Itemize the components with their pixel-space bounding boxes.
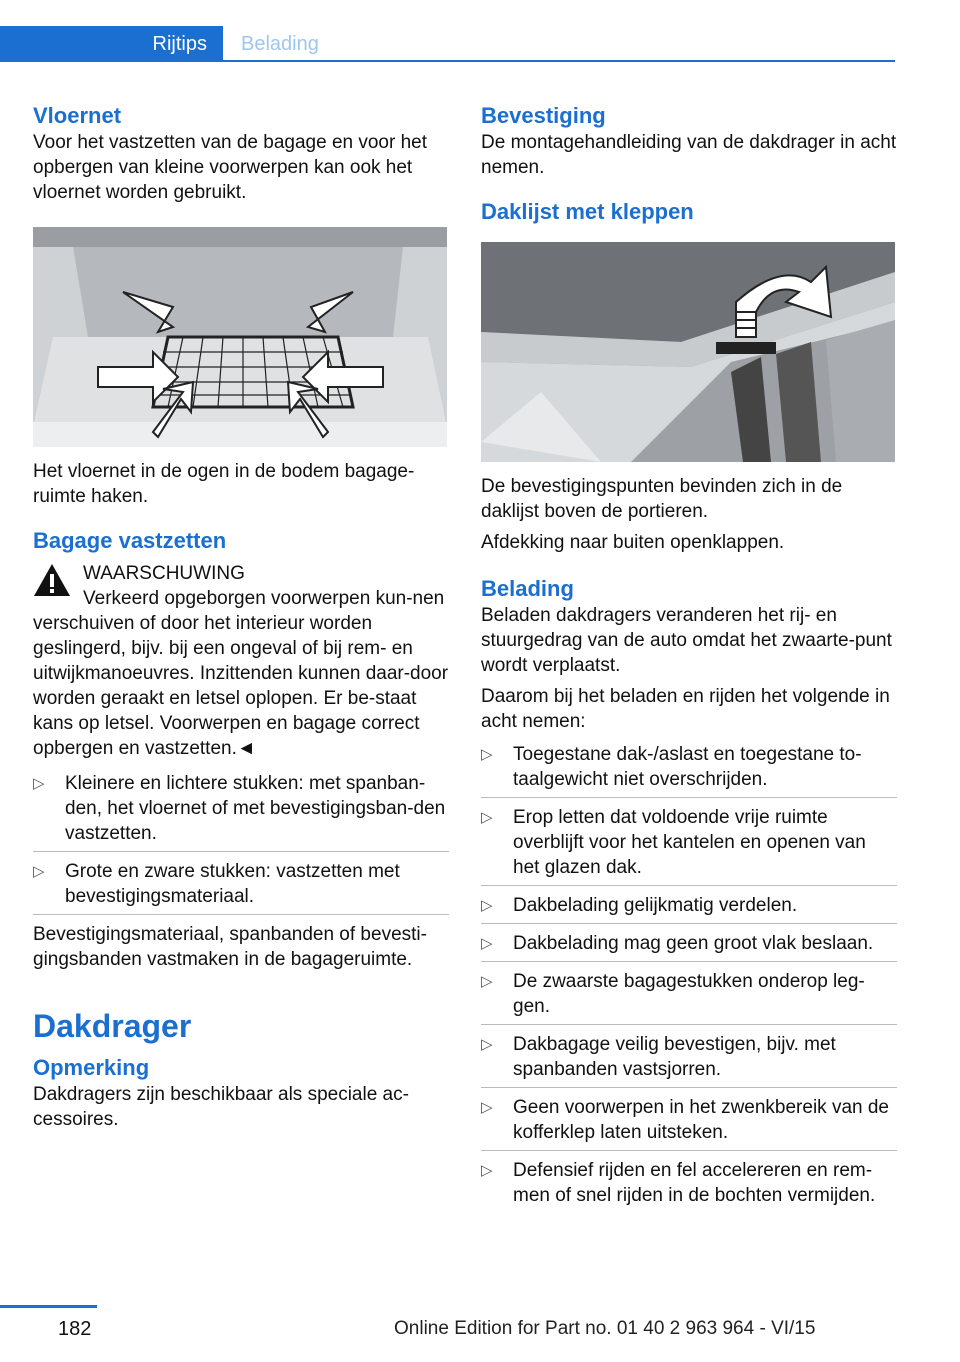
- bagage-list: [33, 771, 449, 915]
- page-header: [0, 26, 895, 62]
- right-column: [481, 102, 897, 1220]
- footer-rule: [0, 1305, 97, 1308]
- belading-heading: Belading: [481, 576, 574, 601]
- list-item: [481, 969, 897, 1025]
- edition-text: Online Edition for Part no. 01 40 2 963 964 - VI/15: [394, 1318, 816, 1339]
- triangle-bullet-icon: ▷: [481, 1036, 493, 1053]
- bevestiging-heading: Bevestiging: [481, 103, 606, 128]
- vloernet-intro: Voor het vastzetten van de bagage en voor het opbergen van kleine voorwerpen kan ook het vloernet worden gebruikt.: [33, 132, 428, 203]
- opmerking-text: Dakdragers zijn beschikbaar als speciale ac-cessoires.: [33, 1084, 409, 1130]
- list-item-text: Defensief rijden en fel accelereren en rem-men of snel rijden in de bochten vermijden.: [513, 1160, 876, 1206]
- list-item: [481, 742, 897, 798]
- header-rule: [0, 60, 895, 62]
- warning-text: Verkeerd opgeborgen voorwerpen kun-nen verschuiven of door het interieur worden geslingerd, bijv. bij een ongeval of bij rem- en uitwijkmanoeuvres. Inzittenden kunnen daar-door worden geraakt en letsel oplopen. Er be-staat kans op letsel. Voorwerpen en bagage correct opbergen en vastzetten.◄: [33, 588, 449, 759]
- opmerking-heading: Opmerking: [33, 1055, 150, 1080]
- bevestiging-text: De montagehandleiding van de dakdrager in acht nemen.: [481, 132, 897, 178]
- tab-belading[interactable]: [241, 26, 319, 62]
- warning-block: [33, 561, 449, 586]
- bagage-heading: Bagage vastzetten: [33, 528, 227, 553]
- list-item-text: De zwaarste bagagestukken onderop leg-gen.: [513, 971, 865, 1017]
- list-item-text: Dakbagage veilig bevestigen, bijv. met spanbanden vastsjorren.: [513, 1034, 836, 1080]
- list-item-text: Geen voorwerpen in het zwenkbereik van de kofferklep laten uitsteken.: [513, 1097, 890, 1143]
- daklijst-heading: Daklijst met kleppen: [481, 199, 694, 224]
- list-item-text: Kleinere en lichtere stukken: met spanban-den, het vloernet of met bevestigingsban-den vastzetten.: [65, 773, 446, 844]
- list-item: [481, 1095, 897, 1151]
- trunk-net-illustration: [33, 227, 447, 447]
- tab-belading-label: Belading: [241, 32, 319, 55]
- triangle-bullet-icon: ▷: [481, 746, 493, 763]
- list-item: [33, 771, 449, 852]
- left-column: [33, 102, 449, 1132]
- vloernet-heading: Vloernet: [33, 103, 122, 128]
- roof-rail-illustration: [481, 242, 895, 462]
- warning-triangle-icon: [33, 563, 71, 597]
- afdekking-text: Afdekking naar buiten openklappen.: [481, 532, 785, 553]
- triangle-bullet-icon: ▷: [481, 1162, 493, 1179]
- daarom-text: Daarom bij het beladen en rijden het volgende in acht nemen:: [481, 686, 890, 732]
- tab-rijtips-label: Rijtips: [152, 32, 207, 55]
- trunk-net-figure: [33, 227, 447, 447]
- list-item-text: Toegestane dak-/aslast en toegestane to-taalgewicht niet overschrijden.: [513, 744, 862, 790]
- after-list-text: Bevestigingsmateriaal, spanbanden of bevesti-gingsbanden vastmaken in de bagageruimte.: [33, 924, 427, 970]
- belading-list: [481, 742, 897, 1213]
- list-item: [33, 859, 449, 915]
- dakdrager-heading: Dakdrager: [33, 1008, 192, 1044]
- triangle-bullet-icon: ▷: [481, 973, 493, 990]
- list-item-text: Dakbelading gelijkmatig verdelen.: [513, 895, 798, 916]
- list-item-text: Dakbelading mag geen groot vlak beslaan.: [513, 933, 874, 954]
- belading-text: Beladen dakdragers veranderen het rij- en stuurgedrag van de auto omdat het zwaarte-punt wordt verplaatst.: [481, 605, 892, 676]
- list-item: [481, 805, 897, 886]
- list-item: [481, 1032, 897, 1088]
- page-number: 182: [58, 1318, 92, 1340]
- roof-rail-figure: [481, 242, 895, 462]
- tab-rijtips[interactable]: [0, 26, 223, 62]
- triangle-bullet-icon: ▷: [481, 935, 493, 952]
- triangle-bullet-icon: ▷: [481, 1099, 493, 1116]
- list-item: [481, 893, 897, 924]
- daklijst-caption: De bevestigingspunten bevinden zich in de daklijst boven de portieren.: [481, 476, 843, 522]
- triangle-bullet-icon: ▷: [481, 809, 493, 826]
- triangle-bullet-icon: ▷: [481, 897, 493, 914]
- warning-label: WAARSCHUWING: [83, 563, 245, 584]
- list-item: [481, 931, 897, 962]
- list-item-text: Grote en zware stukken: vastzetten met bevestigingsmateriaal.: [65, 861, 400, 907]
- vloernet-caption: Het vloernet in de ogen in de bodem bagage-ruimte haken.: [33, 461, 415, 507]
- triangle-bullet-icon: ▷: [33, 863, 45, 880]
- list-item-text: Erop letten dat voldoende vrije ruimte overblijft voor het kantelen en openen van het glazen dak.: [513, 807, 866, 878]
- list-item: [481, 1158, 897, 1213]
- triangle-bullet-icon: ▷: [33, 775, 45, 792]
